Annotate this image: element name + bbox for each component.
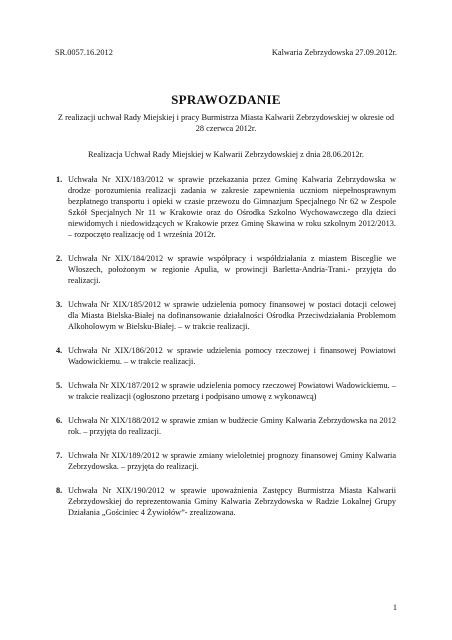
item-text: Uchwała Nr XIX/188/2012 w sprawie zmian w budżecie Gminy Kalwaria Zebrzydowska na 2012 rok. – przyjęta do realizacji. [68, 416, 396, 436]
page-number: 1 [392, 603, 397, 612]
item-number: 5. [56, 381, 63, 390]
item-text: Uchwała Nr XIX/185/2012 w sprawie udzielenia pomocy finansowej w postaci dotacji celowej dla Miasta Bielska-Białej na dofinansowanie działalności Ośrodka Przeciwdziałania Problemom Alkoholowym w Bielsku-Białej. – w trakcie realizacji. [68, 300, 396, 331]
item-number: 6. [56, 416, 63, 425]
list-item [56, 345, 396, 367]
item-text: Uchwała Nr XIX/190/2012 w sprawie upoważnienia Zastępcy Burmistrza Miasta Kalwarii Zebrzydowskiej do reprezentowania Gminy Kalwaria Zebrzydowska w Radzie Lokalnej Grupy Działania „Gościniec 4 Żywiołów”- zrealizowana. [68, 486, 396, 517]
item-number: 3. [56, 300, 63, 309]
intro-line: Realizacja Uchwał Rady Miejskiej w Kalwarii Zebrzydowskiej z dnia 28.06.2012r. [87, 150, 365, 159]
list-item [56, 380, 396, 402]
item-text: Uchwała Nr XIX/183/2012 w sprawie przekazania przez Gminę Kalwaria Zebrzydowska w drodze porozumienia realizacji zadania w zakresie zapewnienia uczniom niepełnosprawnym bezpłatnego transportu i opieki w czasie przewozu do Gimnazjum Specjalnego Nr 62 w Zespole Szkół Specjalnych Nr 11 w Krakowie oraz do Ośrodka Szkolno Wychowawczego dla dzieci niewidomych i niedowidzących w Krakowie przez Gminę Skawina w roku szkolnym 2012/2013. – rozpoczęto realizację od 1 września 2012r. [68, 175, 396, 239]
document-subtitle: Z realizacji uchwał Rady Miejskiej i pracy Burmistrza Miasta Kalwarii Zebrzydowskiej w okresie od 28 czerwca 2012r. [57, 113, 395, 133]
item-number: 1. [56, 175, 63, 184]
item-text: Uchwała Nr XIX/184/2012 w sprawie współpracy i współdziałania z miastem Bisceglie we Włoszech, położonym w regionie Apulia, w prowincji Barletta-Andria-Trani.- przyjęta do realizacji. [68, 254, 396, 285]
place-and-date: Kalwaria Zebrzydowska 27.09.2012r. [271, 48, 397, 57]
resolution-list [56, 174, 396, 531]
list-item [56, 485, 396, 518]
list-item [56, 415, 396, 437]
item-text: Uchwała Nr XIX/189/2012 w sprawie zmiany wieloletniej prognozy finansowej Gminy Kalwaria Zebrzydowska. – przyjęta do realizacji. [68, 451, 396, 471]
list-item [56, 253, 396, 286]
item-text: Uchwała Nr XIX/186/2012 w sprawie udzielenia pomocy rzeczowej i finansowej Powiatowi Wadowickiemu. – w trakcie realizacji. [68, 346, 396, 366]
list-item [56, 450, 396, 472]
list-item [56, 299, 396, 332]
item-number: 7. [56, 451, 63, 460]
document-title: SPRAWOZDANIE [171, 92, 281, 107]
item-number: 2. [56, 254, 63, 263]
list-item [56, 174, 396, 240]
reference-number: SR.0057.16.2012 [55, 48, 113, 57]
item-text: Uchwała Nr XIX/187/2012 w sprawie udzielenia pomocy rzeczowej Powiatowi Wadowickiemu. – w trakcie realizacji (ogłoszono przetarg i podpisano umowę z wykonawcą) [68, 381, 396, 401]
item-number: 4. [56, 346, 63, 355]
item-number: 8. [56, 486, 63, 495]
